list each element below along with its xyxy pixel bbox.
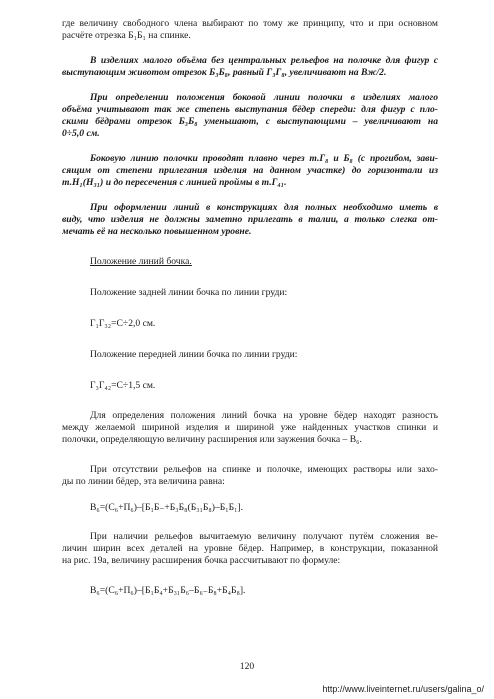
text-line: Для определения положения линий бочка на уровне бёдер находят разность: [90, 410, 438, 421]
formula-line: В₆=(С₆+П₆)–[Б₁Б₄+Б₃₁Б₆–Б₆₋Б₈+Б₄Б₈].: [90, 585, 246, 596]
text-line: скими бёдрами отрезок Б₃Б₈ уменьшают, с выступающими – увеличивают на: [62, 116, 438, 127]
formula-line: В₆=(С₆+П₆)–[Б₁Б₋+Б₃Б₈(Б₃₁Б₈)–Б₁Б₁].: [90, 502, 244, 513]
text-line: В изделиях малого объёма без центральных рельефов на полочке для фигур с: [90, 55, 438, 66]
text-line: Положение задней линии бочка по линии груди:: [90, 287, 288, 298]
page-number: 120: [239, 661, 255, 672]
text-line: выступающим животом отрезок Б₃Б₈, равный Г₃Г₈, увеличивают на Вж/2.: [62, 67, 387, 78]
text-line: виду, что изделия не должны заметно прилегать в талии, а только слегка от-: [62, 214, 438, 225]
text-line: сящим от степени прилегания изделия на данном участке) до горизонтали из: [62, 165, 438, 176]
section-heading: Положение линий бочка.: [90, 256, 192, 267]
text-line: Положение передней линии бочка по линии груди:: [90, 349, 298, 360]
formula-line: Г₁Г₃₂=С÷2,0 см.: [90, 318, 156, 329]
text-line: между желаемой шириной изделия и шириной уже найденных участков спинки и: [62, 422, 438, 433]
text-line: мечать её на несколько повышенном уровне.: [62, 226, 252, 237]
text-line: где величину свободного члена выбирают по тому же принципу, что и при основном: [62, 18, 438, 29]
text-line: При оформлении линий в конструкциях для полных необходимо иметь в: [90, 202, 438, 213]
text-line: на рис. 19а, величину расширения бочка рассчитывают по формуле:: [62, 555, 341, 566]
text-line: личин ширин всех деталей на уровне бёдер. Например, в конструкции, показанной: [62, 543, 438, 554]
text-line: т.Н₁(Н₃₁) и до пересечения с линией проймы в т.Г₄₁.: [62, 177, 287, 188]
text-line: ды по линии бёдер, эта величина равна:: [62, 476, 225, 487]
text-line: расчёте отрезка Б₁Б₁ на спинке.: [62, 30, 191, 41]
text-line: При наличии рельефов вычитаемую величину получают путём сложения ве-: [90, 531, 438, 542]
text-line: 0÷5,0 см.: [62, 128, 100, 139]
text-line: Боковую линию полочки проводят плавно через т.Г₈ и Б₈ (с прогибом, зави-: [90, 153, 438, 164]
text-line: При отсутствии рельефов на спинке и полочке, имеющих растворы или захо-: [90, 464, 438, 475]
text-line: При определении положения боковой линии полочки в изделиях малого: [90, 92, 438, 103]
formula-line: Г₃Г₄₂=С÷1,5 см.: [90, 380, 156, 391]
text-line: полочки, определяющую величину расширения или заужения бочка – В₆.: [62, 434, 362, 445]
text-line: объёма учитывают так же степень выступания бёдер спереди: для фигур с пло-: [62, 104, 438, 115]
watermark-url[interactable]: http://www.liveinternet.ru/users/galina_o/: [322, 684, 484, 694]
